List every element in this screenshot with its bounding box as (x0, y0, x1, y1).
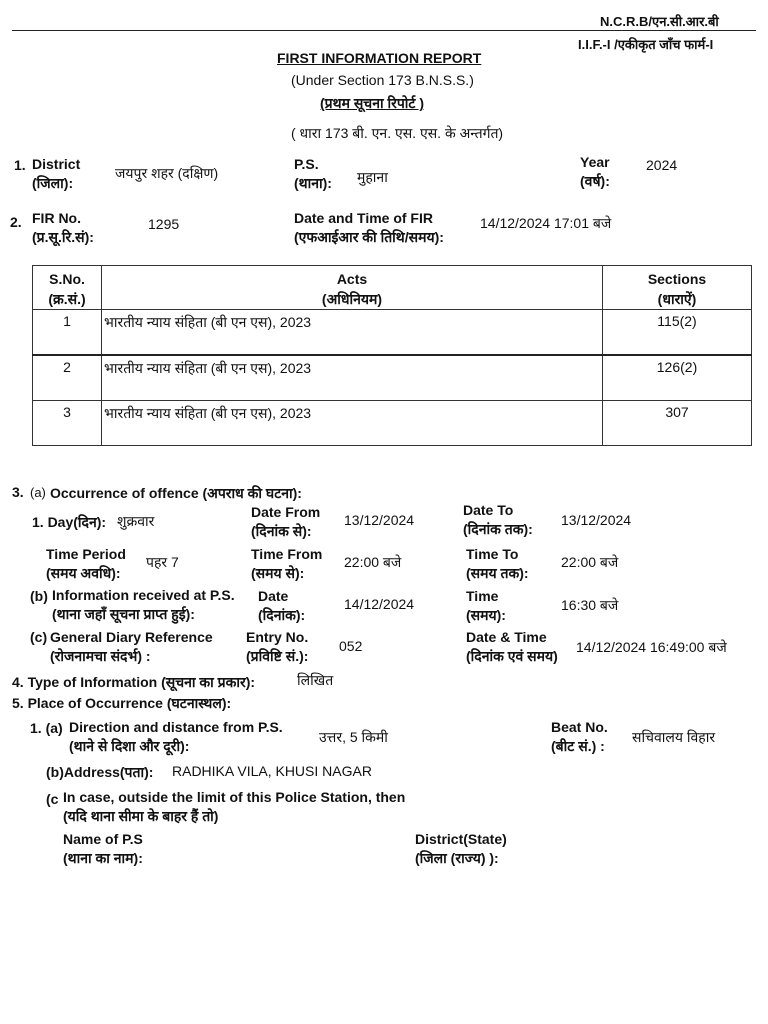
info-type-value: लिखित (297, 672, 334, 688)
table-row (33, 401, 752, 446)
gd-datetime-label (466, 628, 558, 666)
district-state-label-en: District(State) (415, 831, 507, 847)
entry-no-label-en: Entry No. (246, 629, 309, 645)
address-value: RADHIKA VILA, KHUSI NAGAR (172, 763, 372, 779)
district-value: जयपुर शहर (दक्षिण) (115, 165, 219, 181)
direction-label-hi: (थाने से दिशा और दूरी): (69, 738, 190, 754)
date-from-label-en: Date From (251, 504, 321, 520)
date-from-value: 13/12/2024 (344, 512, 415, 528)
fir-number-value: 1295 (148, 216, 180, 232)
info-b: (b) (30, 588, 48, 604)
header-sno (33, 266, 102, 310)
entry-no-label (246, 628, 308, 666)
item-2-number: 2. (10, 214, 22, 230)
page-title-hindi: (प्रथम सूचना रिपोर्ट ) (320, 95, 425, 111)
fir-label-hi: (प्र.सू.रि.सं): (32, 229, 94, 245)
time-from-label-en: Time From (251, 546, 323, 562)
year-label-hi: (वर्ष): (580, 173, 610, 189)
outside-limit-label (63, 788, 405, 826)
beat-no-value: सचिवालय विहार (632, 729, 716, 745)
fir-datetime-label-hi: (एफआईआर की तिथि/समय): (294, 229, 444, 245)
row-act: भारतीय न्याय संहिता (बी एन एस), 2023 (102, 401, 603, 446)
ps-name-label-en: Name of P.S (63, 831, 143, 847)
district-label (32, 155, 80, 193)
time-to-label-hi: (समय तक): (466, 565, 529, 581)
time-period-label-en: Time Period (46, 546, 126, 562)
outside-c: (c (46, 791, 59, 807)
row-sno: 1 (33, 310, 102, 356)
time-to-value: 22:00 बजे (561, 554, 619, 570)
time-from-label-hi: (समय से): (251, 565, 305, 581)
entry-no-label-hi: (प्रविष्टि सं.): (246, 648, 309, 664)
info-time-label-hi: (समय): (466, 607, 506, 623)
header-sno-hi: (क्र.सं.) (48, 291, 86, 307)
header-acts-en: Acts (336, 271, 368, 287)
time-from-label (251, 545, 322, 583)
year-label (580, 153, 610, 191)
year-value: 2024 (646, 157, 678, 173)
info-time-value: 16:30 बजे (561, 597, 619, 613)
item-3-number: 3. (12, 484, 24, 500)
row-sno: 2 (33, 355, 102, 401)
item-3-a: (a) (30, 485, 46, 500)
address-label: (b)Address(पता): (46, 764, 154, 780)
row-act: भारतीय न्याय संहिता (बी एन एस), 2023 (102, 355, 603, 401)
gd-c: (c) (30, 629, 48, 645)
row-act: भारतीय न्याय संहिता (बी एन एस), 2023 (102, 310, 603, 356)
ps-value: मुहाना (357, 169, 388, 185)
fir-datetime-label-en: Date and Time of FIR (294, 210, 433, 226)
info-time-label (466, 587, 506, 625)
place-occurrence-label: 5. Place of Occurrence (घटनास्थल): (12, 695, 232, 711)
time-to-label (466, 545, 529, 583)
table-row (33, 310, 752, 356)
page-title: FIRST INFORMATION REPORT (277, 50, 482, 66)
gd-datetime-label-hi: (दिनांक एवं समय) (466, 648, 558, 664)
info-received-label (52, 586, 235, 624)
info-date-label (258, 587, 305, 625)
occurrence-heading: Occurrence of offence (अपराध की घटना): (50, 485, 302, 501)
info-time-label-en: Time (466, 588, 499, 604)
under-section: (Under Section 173 B.N.S.S.) (291, 72, 474, 88)
district-label-hi: (जिला): (32, 175, 74, 191)
header-divider (12, 30, 756, 31)
date-from-label (251, 503, 320, 541)
header-sections-en: Sections (647, 271, 707, 287)
date-to-label (463, 501, 533, 539)
gd-reference-label-hi: (रोजनामचा संदर्भ) : (50, 648, 151, 664)
year-label-en: Year (580, 154, 610, 170)
section-hindi: ( धारा 173 बी. एन. एस. एस. के अन्तर्गत) (291, 125, 504, 141)
beat-no-label-hi: (बीट सं.) : (551, 738, 605, 754)
acts-table-header (33, 266, 752, 310)
header-acts (102, 266, 603, 310)
form-code: I.I.F.-I /एकीकृत जाँच फार्म-I (578, 37, 714, 52)
ps-name-label (63, 830, 143, 868)
info-date-label-hi: (दिनांक): (258, 607, 306, 623)
date-to-value: 13/12/2024 (561, 512, 632, 528)
entry-no-value: 052 (339, 638, 363, 654)
row-sno: 3 (33, 401, 102, 446)
header-sections (603, 266, 752, 310)
row-section: 115(2) (603, 310, 752, 356)
info-date-value: 14/12/2024 (344, 596, 415, 612)
time-period-value: पहर 7 (146, 554, 179, 570)
header-acts-hi: (अधिनियम) (321, 291, 383, 307)
ncrb-code: N.C.R.B/एन.सी.आर.बी (600, 14, 719, 29)
acts-table (32, 265, 752, 446)
direction-number: 1. (a) (30, 720, 63, 736)
outside-limit-label-en: In case, outside the limit of this Police Station, then (63, 789, 406, 805)
outside-limit-label-hi: (यदि थाना सीमा के बाहर हैं तो) (63, 808, 219, 824)
info-received-label-hi: (थाना जहाँ सूचना प्राप्त हुई): (52, 606, 195, 622)
district-state-label-hi: (जिला (राज्य) ): (415, 850, 499, 866)
info-received-label-en: Information received at P.S. (52, 587, 235, 603)
day-value: शुक्रवार (117, 513, 155, 529)
direction-label-en: Direction and distance from P.S. (69, 719, 283, 735)
gd-reference-label (50, 628, 213, 666)
gd-reference-label-en: General Diary Reference (50, 629, 213, 645)
day-label: 1. Day(दिन): (32, 514, 107, 530)
ps-label-hi: (थाना): (294, 175, 332, 191)
info-type-label: 4. Type of Information (सूचना का प्रकार): (12, 674, 256, 690)
ps-name-label-hi: (थाना का नाम): (63, 850, 143, 866)
fir-datetime-value: 14/12/2024 17:01 बजे (480, 215, 612, 231)
time-from-value: 22:00 बजे (344, 554, 402, 570)
item-1-number: 1. (14, 157, 26, 173)
gd-datetime-value: 14/12/2024 16:49:00 बजे (576, 639, 727, 655)
date-to-label-hi: (दिनांक तक): (463, 521, 533, 537)
row-section: 126(2) (603, 355, 752, 401)
date-to-label-en: Date To (463, 502, 514, 518)
header-sections-hi: (धाराऐं) (657, 291, 697, 307)
info-date-label-en: Date (258, 588, 289, 604)
row-section: 307 (603, 401, 752, 446)
ps-label (294, 155, 332, 193)
district-state-label (415, 830, 507, 868)
direction-label (69, 718, 283, 756)
fir-label-en: FIR No. (32, 210, 81, 226)
date-from-label-hi: (दिनांक से): (251, 523, 312, 539)
header-sno-en: S.No. (49, 271, 85, 287)
gd-datetime-label-en: Date & Time (466, 629, 547, 645)
direction-value: उत्तर, 5 किमी (319, 729, 388, 745)
beat-no-label-en: Beat No. (551, 719, 608, 735)
table-row (33, 355, 752, 401)
ps-label-en: P.S. (294, 156, 319, 172)
fir-datetime-label (294, 209, 444, 247)
time-period-label (46, 545, 126, 583)
time-to-label-en: Time To (466, 546, 519, 562)
beat-no-label (551, 718, 608, 756)
fir-label (32, 209, 94, 247)
district-label-en: District (32, 156, 81, 172)
time-period-label-hi: (समय अवधि): (46, 565, 121, 581)
